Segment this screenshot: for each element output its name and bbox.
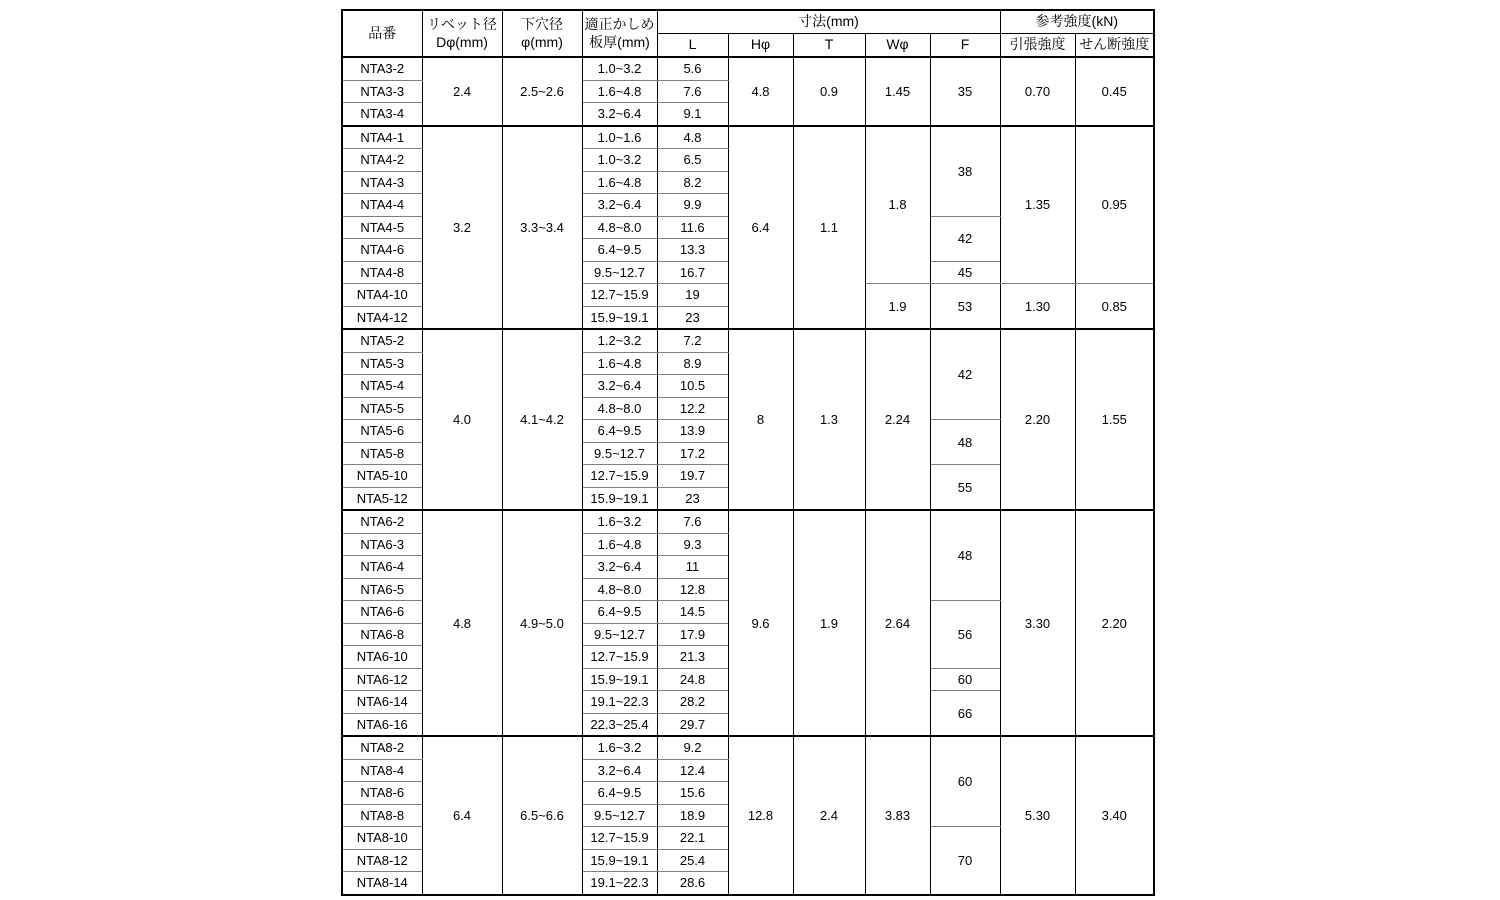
dim-l-cell: 13.9 bbox=[657, 420, 728, 443]
dim-l-cell: 7.6 bbox=[657, 510, 728, 533]
part-number-cell: NTA6-16 bbox=[342, 713, 422, 736]
grip-range-cell: 3.2~6.4 bbox=[582, 375, 657, 398]
shear-strength-cell: 0.85 bbox=[1075, 284, 1154, 330]
dim-l-cell: 9.1 bbox=[657, 103, 728, 126]
header-dimensions-group: 寸法(mm) bbox=[657, 10, 1000, 34]
tensile-strength-cell: 0.70 bbox=[1000, 57, 1075, 126]
grip-range-cell: 1.6~3.2 bbox=[582, 510, 657, 533]
grip-range-cell: 9.5~12.7 bbox=[582, 804, 657, 827]
dim-f-cell: 42 bbox=[930, 329, 1000, 420]
header-dim-h: Hφ bbox=[728, 34, 793, 58]
dim-l-cell: 8.2 bbox=[657, 171, 728, 194]
dim-f-cell: 42 bbox=[930, 216, 1000, 261]
header-dim-f: F bbox=[930, 34, 1000, 58]
dim-l-cell: 21.3 bbox=[657, 646, 728, 669]
pilot-hole-cell: 6.5~6.6 bbox=[502, 736, 582, 895]
dim-l-cell: 23 bbox=[657, 487, 728, 510]
dim-f-cell: 48 bbox=[930, 510, 1000, 601]
table-row bbox=[342, 57, 1154, 80]
grip-range-cell: 6.4~9.5 bbox=[582, 782, 657, 805]
dim-h-cell: 8 bbox=[728, 329, 793, 510]
header-rivet-diameter-line1: リベット径 bbox=[427, 16, 497, 32]
header-pilot-hole-line1: 下穴径 bbox=[521, 16, 563, 32]
dim-w-cell: 1.45 bbox=[865, 57, 930, 126]
shear-strength-cell: 0.45 bbox=[1075, 57, 1154, 126]
dim-l-cell: 17.2 bbox=[657, 442, 728, 465]
part-number-cell: NTA6-8 bbox=[342, 623, 422, 646]
header-dim-l: L bbox=[657, 34, 728, 58]
dim-h-cell: 9.6 bbox=[728, 510, 793, 736]
dim-f-cell: 60 bbox=[930, 736, 1000, 827]
rivet-spec-table bbox=[341, 9, 1155, 896]
grip-range-cell: 6.4~9.5 bbox=[582, 420, 657, 443]
dim-l-cell: 10.5 bbox=[657, 375, 728, 398]
grip-range-cell: 4.8~8.0 bbox=[582, 397, 657, 420]
dim-l-cell: 9.2 bbox=[657, 736, 728, 759]
shear-strength-cell: 1.55 bbox=[1075, 329, 1154, 510]
dim-t-cell: 0.9 bbox=[793, 57, 865, 126]
part-number-cell: NTA6-14 bbox=[342, 691, 422, 714]
grip-range-cell: 1.0~3.2 bbox=[582, 149, 657, 172]
part-number-cell: NTA6-2 bbox=[342, 510, 422, 533]
rivet-diameter-cell: 3.2 bbox=[422, 126, 502, 330]
grip-range-cell: 15.9~19.1 bbox=[582, 487, 657, 510]
dim-l-cell: 16.7 bbox=[657, 261, 728, 284]
dim-t-cell: 2.4 bbox=[793, 736, 865, 895]
grip-range-cell: 1.6~3.2 bbox=[582, 736, 657, 759]
dim-f-cell: 53 bbox=[930, 284, 1000, 330]
dim-l-cell: 22.1 bbox=[657, 827, 728, 850]
part-number-cell: NTA5-4 bbox=[342, 375, 422, 398]
table-header bbox=[342, 10, 1154, 57]
tensile-strength-cell: 2.20 bbox=[1000, 329, 1075, 510]
part-number-cell: NTA6-3 bbox=[342, 533, 422, 556]
dim-f-cell: 70 bbox=[930, 827, 1000, 895]
dim-h-cell: 4.8 bbox=[728, 57, 793, 126]
dim-l-cell: 9.3 bbox=[657, 533, 728, 556]
dim-l-cell: 11 bbox=[657, 556, 728, 579]
grip-range-cell: 3.2~6.4 bbox=[582, 194, 657, 217]
grip-range-cell: 12.7~15.9 bbox=[582, 827, 657, 850]
grip-range-cell: 3.2~6.4 bbox=[582, 759, 657, 782]
grip-range-cell: 12.7~15.9 bbox=[582, 465, 657, 488]
part-number-cell: NTA8-2 bbox=[342, 736, 422, 759]
part-number-cell: NTA4-2 bbox=[342, 149, 422, 172]
grip-range-cell: 12.7~15.9 bbox=[582, 646, 657, 669]
part-number-cell: NTA5-6 bbox=[342, 420, 422, 443]
dim-f-cell: 48 bbox=[930, 420, 1000, 465]
part-number-cell: NTA4-4 bbox=[342, 194, 422, 217]
pilot-hole-cell: 4.1~4.2 bbox=[502, 329, 582, 510]
dim-h-cell: 6.4 bbox=[728, 126, 793, 330]
grip-range-cell: 19.1~22.3 bbox=[582, 872, 657, 895]
table-row bbox=[342, 736, 1154, 759]
header-pilot-hole bbox=[502, 10, 582, 57]
grip-range-cell: 9.5~12.7 bbox=[582, 442, 657, 465]
rivet-spec-table-container bbox=[341, 9, 1155, 896]
dim-f-cell: 35 bbox=[930, 57, 1000, 126]
part-number-cell: NTA8-4 bbox=[342, 759, 422, 782]
grip-range-cell: 12.7~15.9 bbox=[582, 284, 657, 307]
part-number-cell: NTA8-10 bbox=[342, 827, 422, 850]
table-row bbox=[342, 126, 1154, 149]
dim-l-cell: 12.4 bbox=[657, 759, 728, 782]
dim-t-cell: 1.3 bbox=[793, 329, 865, 510]
grip-range-cell: 6.4~9.5 bbox=[582, 239, 657, 262]
part-number-cell: NTA5-12 bbox=[342, 487, 422, 510]
grip-range-cell: 1.0~1.6 bbox=[582, 126, 657, 149]
dim-w-cell: 1.8 bbox=[865, 126, 930, 284]
grip-range-cell: 9.5~12.7 bbox=[582, 623, 657, 646]
dim-l-cell: 9.9 bbox=[657, 194, 728, 217]
header-grip-range-line1: 適正かしめ bbox=[584, 16, 655, 32]
dim-l-cell: 28.2 bbox=[657, 691, 728, 714]
header-strength-group: 参考強度(kN) bbox=[1000, 10, 1154, 34]
part-number-cell: NTA4-6 bbox=[342, 239, 422, 262]
dim-l-cell: 12.2 bbox=[657, 397, 728, 420]
header-dim-t: T bbox=[793, 34, 865, 58]
part-number-cell: NTA5-10 bbox=[342, 465, 422, 488]
rivet-diameter-cell: 4.8 bbox=[422, 510, 502, 736]
spec-table-body bbox=[342, 57, 1154, 895]
part-number-cell: NTA3-3 bbox=[342, 80, 422, 103]
header-shear-strength: せん断強度 bbox=[1075, 34, 1154, 58]
dim-l-cell: 12.8 bbox=[657, 578, 728, 601]
dim-l-cell: 14.5 bbox=[657, 601, 728, 624]
part-number-cell: NTA4-5 bbox=[342, 216, 422, 239]
rivet-diameter-cell: 6.4 bbox=[422, 736, 502, 895]
part-number-cell: NTA3-2 bbox=[342, 57, 422, 80]
part-number-cell: NTA4-1 bbox=[342, 126, 422, 149]
dim-h-cell: 12.8 bbox=[728, 736, 793, 895]
part-number-cell: NTA8-8 bbox=[342, 804, 422, 827]
grip-range-cell: 1.2~3.2 bbox=[582, 329, 657, 352]
dim-f-cell: 45 bbox=[930, 261, 1000, 284]
table-row bbox=[342, 329, 1154, 352]
dim-l-cell: 19.7 bbox=[657, 465, 728, 488]
dim-l-cell: 17.9 bbox=[657, 623, 728, 646]
dim-f-cell: 56 bbox=[930, 601, 1000, 669]
shear-strength-cell: 2.20 bbox=[1075, 510, 1154, 736]
dim-l-cell: 29.7 bbox=[657, 713, 728, 736]
dim-t-cell: 1.9 bbox=[793, 510, 865, 736]
grip-range-cell: 4.8~8.0 bbox=[582, 578, 657, 601]
dim-f-cell: 38 bbox=[930, 126, 1000, 217]
tensile-strength-cell: 3.30 bbox=[1000, 510, 1075, 736]
part-number-cell: NTA4-10 bbox=[342, 284, 422, 307]
grip-range-cell: 15.9~19.1 bbox=[582, 306, 657, 329]
dim-w-cell: 2.24 bbox=[865, 329, 930, 510]
header-dim-w: Wφ bbox=[865, 34, 930, 58]
shear-strength-cell: 3.40 bbox=[1075, 736, 1154, 895]
header-row-1 bbox=[342, 10, 1154, 34]
part-number-cell: NTA8-6 bbox=[342, 782, 422, 805]
tensile-strength-cell: 1.30 bbox=[1000, 284, 1075, 330]
part-number-cell: NTA6-4 bbox=[342, 556, 422, 579]
grip-range-cell: 15.9~19.1 bbox=[582, 668, 657, 691]
grip-range-cell: 3.2~6.4 bbox=[582, 103, 657, 126]
dim-l-cell: 25.4 bbox=[657, 849, 728, 872]
header-grip-range bbox=[582, 10, 657, 57]
part-number-cell: NTA6-12 bbox=[342, 668, 422, 691]
grip-range-cell: 3.2~6.4 bbox=[582, 556, 657, 579]
part-number-cell: NTA8-14 bbox=[342, 872, 422, 895]
part-number-cell: NTA5-5 bbox=[342, 397, 422, 420]
part-number-cell: NTA6-5 bbox=[342, 578, 422, 601]
shear-strength-cell: 0.95 bbox=[1075, 126, 1154, 284]
dim-w-cell: 3.83 bbox=[865, 736, 930, 895]
header-pilot-hole-line2: φ(mm) bbox=[521, 33, 563, 50]
grip-range-cell: 1.6~4.8 bbox=[582, 533, 657, 556]
rivet-diameter-cell: 4.0 bbox=[422, 329, 502, 510]
dim-l-cell: 6.5 bbox=[657, 149, 728, 172]
grip-range-cell: 1.6~4.8 bbox=[582, 80, 657, 103]
grip-range-cell: 22.3~25.4 bbox=[582, 713, 657, 736]
part-number-cell: NTA4-12 bbox=[342, 306, 422, 329]
header-rivet-diameter bbox=[422, 10, 502, 57]
dim-l-cell: 11.6 bbox=[657, 216, 728, 239]
dim-t-cell: 1.1 bbox=[793, 126, 865, 330]
header-part-number: 品番 bbox=[342, 10, 422, 57]
part-number-cell: NTA5-2 bbox=[342, 329, 422, 352]
part-number-cell: NTA5-8 bbox=[342, 442, 422, 465]
tensile-strength-cell: 5.30 bbox=[1000, 736, 1075, 895]
dim-l-cell: 23 bbox=[657, 306, 728, 329]
dim-l-cell: 8.9 bbox=[657, 352, 728, 375]
part-number-cell: NTA5-3 bbox=[342, 352, 422, 375]
dim-l-cell: 13.3 bbox=[657, 239, 728, 262]
part-number-cell: NTA8-12 bbox=[342, 849, 422, 872]
dim-l-cell: 5.6 bbox=[657, 57, 728, 80]
header-rivet-diameter-line2: Dφ(mm) bbox=[436, 33, 488, 50]
table-row bbox=[342, 510, 1154, 533]
dim-l-cell: 18.9 bbox=[657, 804, 728, 827]
dim-f-cell: 66 bbox=[930, 691, 1000, 737]
rivet-diameter-cell: 2.4 bbox=[422, 57, 502, 126]
grip-range-cell: 1.0~3.2 bbox=[582, 57, 657, 80]
pilot-hole-cell: 4.9~5.0 bbox=[502, 510, 582, 736]
dim-l-cell: 28.6 bbox=[657, 872, 728, 895]
pilot-hole-cell: 2.5~2.6 bbox=[502, 57, 582, 126]
grip-range-cell: 6.4~9.5 bbox=[582, 601, 657, 624]
grip-range-cell: 19.1~22.3 bbox=[582, 691, 657, 714]
dim-w-cell: 1.9 bbox=[865, 284, 930, 330]
dim-l-cell: 7.6 bbox=[657, 80, 728, 103]
dim-l-cell: 15.6 bbox=[657, 782, 728, 805]
part-number-cell: NTA6-10 bbox=[342, 646, 422, 669]
pilot-hole-cell: 3.3~3.4 bbox=[502, 126, 582, 330]
grip-range-cell: 15.9~19.1 bbox=[582, 849, 657, 872]
dim-w-cell: 2.64 bbox=[865, 510, 930, 736]
dim-l-cell: 19 bbox=[657, 284, 728, 307]
dim-l-cell: 7.2 bbox=[657, 329, 728, 352]
dim-f-cell: 55 bbox=[930, 465, 1000, 511]
grip-range-cell: 9.5~12.7 bbox=[582, 261, 657, 284]
tensile-strength-cell: 1.35 bbox=[1000, 126, 1075, 284]
dim-l-cell: 24.8 bbox=[657, 668, 728, 691]
header-grip-range-line2: 板厚(mm) bbox=[589, 33, 650, 50]
dim-f-cell: 60 bbox=[930, 668, 1000, 691]
grip-range-cell: 1.6~4.8 bbox=[582, 171, 657, 194]
part-number-cell: NTA3-4 bbox=[342, 103, 422, 126]
dim-l-cell: 4.8 bbox=[657, 126, 728, 149]
header-tensile-strength: 引張強度 bbox=[1000, 34, 1075, 58]
part-number-cell: NTA4-8 bbox=[342, 261, 422, 284]
grip-range-cell: 4.8~8.0 bbox=[582, 216, 657, 239]
part-number-cell: NTA6-6 bbox=[342, 601, 422, 624]
grip-range-cell: 1.6~4.8 bbox=[582, 352, 657, 375]
part-number-cell: NTA4-3 bbox=[342, 171, 422, 194]
